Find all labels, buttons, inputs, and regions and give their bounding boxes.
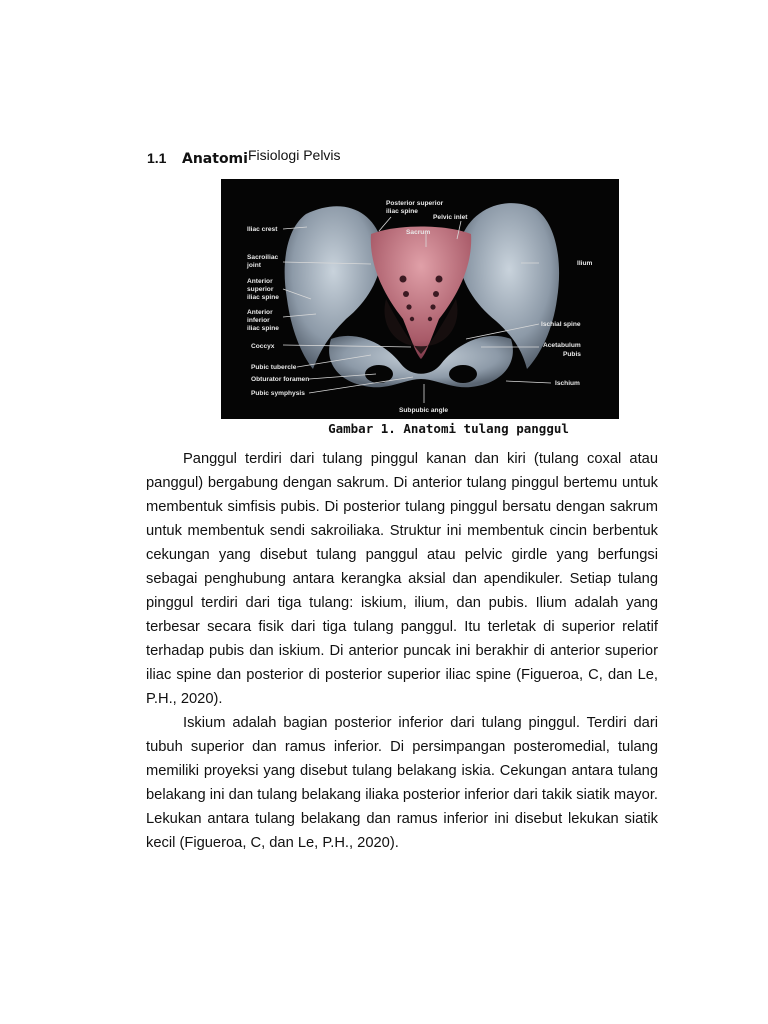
label-pelvic-inlet: Pelvic inlet [433, 214, 468, 221]
paragraph-2: Iskium adalah bagian posterior inferior dari tulang pinggul. Terdiri dari tubuh superior dan ramus inferior. Di persimpangan posteromedial, tulang memiliki proyeksi yang disebut tulang belakang iskia. Cekungan antara tulang belakang ini dan tulang belakang iliaka posterior inferior dari takik siatik mayor. Lekukan antara tulang belakang dan ramus inferior ini disebut lekukan siatik kecil (Figueroa, C, dan Le, P.H., 2020). [146, 715, 658, 851]
label-anterior-superior-iliac-spine: Anterior superior iliac spine [247, 278, 279, 301]
label-pubis: Pubis [563, 351, 581, 358]
section-title-part1: Anatomi [182, 151, 248, 167]
label-iliac-crest: Iliac crest [247, 226, 278, 233]
label-ischial-spine: Ischial spine [541, 321, 581, 328]
label-subpubic-angle: Subpubic angle [399, 407, 449, 414]
label-posterior-superior-iliac-spine: Posterior superior iliac spine [386, 200, 444, 215]
figure-caption [221, 421, 664, 436]
label-sacroiliac-joint: Sacroiliac joint [247, 254, 279, 269]
body-text [146, 447, 658, 855]
label-ischium: Ischium [555, 380, 580, 387]
label-coccyx: Coccyx [251, 343, 275, 350]
label-anterior-inferior-iliac-spine: Anterior inferior iliac spine [247, 309, 279, 332]
label-obturator-foramen: Obturator foramen [251, 376, 310, 383]
label-pubic-tubercle: Pubic tubercle [251, 364, 297, 371]
pelvis-illustration [221, 179, 619, 419]
paragraph-1: Panggul terdiri dari tulang pinggul kanan dan kiri (tulang coxal atau panggul) bergabung dengan sakrum. Di anterior tulang pinggul bertemu untuk membentuk simfisis pubis. Di posterior tulang pinggul bersatu dengan sakrum untuk membentuk sendi sakroiliaka. Struktur ini membentuk cincin berbentuk cekungan yang disebut tulang panggul atau pelvic girdle yang berfungsi sebagai penghubung antara kerangka aksial dan apendikuler. Setiap tulang pinggul terdiri dari tiga tulang: iskium, ilium, dan pubis. Ilium adalah yang terbesar secara fisik dari tiga tulang panggul. Itu terletak di superior relatif terhadap pubis dan iskium. Di anterior puncak ini berakhir di anterior superior iliac spine dan posterior di posterior superior iliac spine (Figueroa, C, dan Le, P.H., 2020). [146, 451, 658, 707]
label-pubic-symphysis: Pubic symphysis [251, 390, 305, 397]
label-sacrum: Sacrum [406, 229, 431, 236]
section-heading [147, 147, 341, 167]
label-ilium: Ilium [577, 260, 593, 267]
section-number: 1.1 [147, 150, 167, 166]
label-acetabulum: Acetabulum [543, 342, 581, 349]
pelvis-anatomy-figure [221, 179, 619, 419]
section-title-part2: Fisiologi Pelvis [247, 147, 341, 163]
figure-caption-text: Gambar 1. Anatomi tulang panggul [328, 421, 569, 436]
